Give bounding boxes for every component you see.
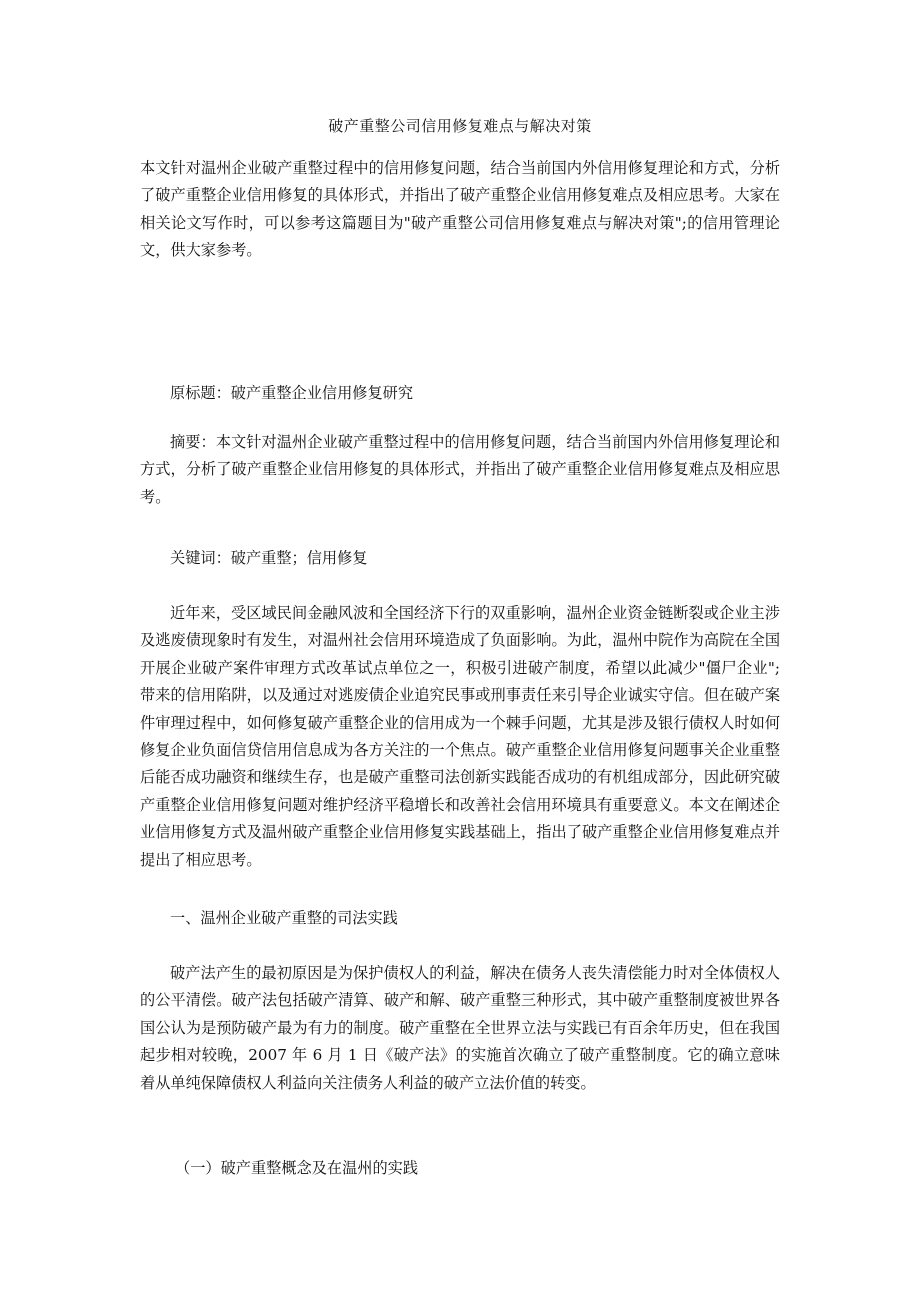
section-heading-1: 一、温州企业破产重整的司法实践 bbox=[170, 909, 398, 927]
original-title-line: 原标题：破产重整企业信用修复研究 bbox=[170, 384, 413, 402]
keywords-line: 关键词：破产重整；信用修复 bbox=[170, 549, 368, 567]
abstract-paragraph: 摘要：本文针对温州企业破产重整过程中的信用修复问题，结合当前国内外信用修复理论和方式，分析了破产重整企业信用修复的具体形式，并指出了破产重整企业信用修复难点及相应思考。 bbox=[140, 433, 780, 506]
subsection-heading-1: （一）破产重整概念及在温州的实践 bbox=[175, 1159, 418, 1177]
body-paragraph-2: 破产法产生的最初原因是为保护债权人的利益，解决在债务人丧失清偿能力时对全体债权人的公平清偿。破产法包括破产清算、破产和解、破产重整三种形式，其中破产重整制度被世界各国公认为是预防破产最为有力的制度。破产重整在全世界立法与实践已有百余年历史，但在我国起步相对较晚，2007 年 6 月 1 日《破产法》的实施首次确立了破产重整制度。它的确立意味着从单纯保障债权人利益向关注债务人利益的破产立法价值的转变。 bbox=[140, 964, 780, 1092]
document-title: 破产重整公司信用修复难点与解决对策 bbox=[328, 117, 592, 135]
body-paragraph-1: 近年来，受区域民间金融风波和全国经济下行的双重影响，温州企业资金链断裂或企业主涉及逃废债现象时有发生，对温州社会信用环境造成了负面影响。为此，温州中院作为高院在全国开展企业破产案件审理方式改革试点单位之一，积极引进破产制度，希望以此减少"僵尸企业";带来的信用陷阱，以及通过对逃废债企业追究民事或刑事责任来引导企业诚实守信。但在破产案件审理过程中，如何修复破产重整企业的信用成为一个棘手问题，尤其是涉及银行债权人时如何修复企业负面信贷信用信息成为各方关注的一个焦点。破产重整企业信用修复问题事关企业重整后能否成功融资和继续生存，也是破产重整司法创新实践能否成功的有机组成部分，因此研究破产重整企业信用修复问题对维护经济平稳增长和改善社会信用环境具有重要意义。本文在阐述企业信用修复方式及温州破产重整企业信用修复实践基础上，指出了破产重整企业信用修复难点并提出了相应思考。 bbox=[140, 604, 780, 869]
intro-paragraph: 本文针对温州企业破产重整过程中的信用修复问题，结合当前国内外信用修复理论和方式，分析了破产重整企业信用修复的具体形式，并指出了破产重整企业信用修复难点及相应思考。大家在相关论文写作时，可以参考这篇题目为"破产重整公司信用修复难点与解决对策";的信用管理论文，供大家参考。 bbox=[140, 159, 780, 260]
